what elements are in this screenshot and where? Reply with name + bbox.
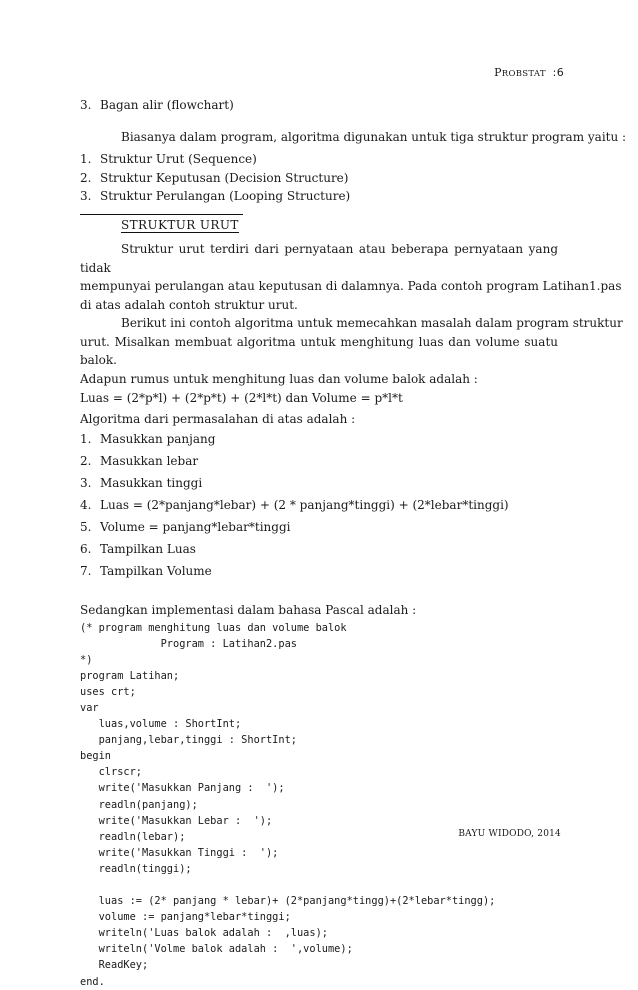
running-header: [494, 66, 564, 79]
list-item: [80, 187, 558, 206]
paragraph-line: Struktur urut terdiri dari pernyataan atau beberapa pernyataan yang tidak: [80, 242, 558, 275]
section-title-text: STRUKTUR URUT: [121, 217, 239, 232]
list-item-number: 3.: [80, 189, 92, 203]
paragraph-struktur-urut: [80, 240, 622, 314]
list-item-text: Volume = panjang*lebar*tinggi: [100, 520, 291, 534]
list-item: [80, 450, 558, 472]
formula: Luas = (2*p*l) + (2*p*t) + (2*l*t) dan Volume = p*l*t: [80, 391, 403, 405]
list-item: [80, 169, 558, 188]
page-number: 6: [556, 66, 564, 79]
list-item-text: Struktur Urut (Sequence): [100, 152, 257, 166]
list-item-text: Tampilkan Luas: [100, 542, 196, 556]
pascal-intro: Sedangkan implementasi dalam bahasa Pascal adalah :: [80, 603, 417, 617]
header-separator: :: [552, 66, 557, 79]
structure-list: [80, 150, 558, 206]
list-item: [80, 560, 558, 582]
list-item-text: Struktur Keputusan (Decision Structure): [100, 170, 349, 185]
list-item-number: 2.: [80, 170, 92, 185]
list-item: [80, 516, 558, 538]
list-item: [80, 472, 558, 494]
list-item-number: 1.: [80, 432, 92, 446]
list-item-number: 1.: [80, 152, 92, 166]
paragraph-line: Adapun rumus untuk menghitung luas dan volume balok adalah :: [80, 371, 478, 386]
list-item-text: Masukkan panjang: [100, 432, 216, 446]
list-item-number: 3.: [80, 476, 92, 490]
intro-paragraph: Biasanya dalam program, algoritma digunakan untuk tiga struktur program yaitu :: [121, 129, 627, 144]
page-body: [80, 96, 627, 990]
list-item: [80, 494, 558, 516]
list-item-number: 6.: [80, 542, 92, 556]
algorithm-steps: [80, 428, 558, 582]
list-item: [80, 96, 558, 115]
list-item-number: 5.: [80, 520, 92, 534]
section-rule: [80, 214, 243, 215]
pascal-code-block: (* program menghitung luas dan volume balok Program : Latihan2.pas *) program Latihan; uses crt; var luas,volume : ShortInt; panjang,lebar,tinggi : ShortInt; begin clrscr; write('Masukkan Panjang : '); readln(panjang); write('Masukkan Lebar : '); readln(lebar); write('Masukkan Tinggi : '); readln(tinggi); luas := (2* panjang * lebar)+ (2*panjang*tingg)+(2*lebar*tingg); volume := panjang*lebar*tinggi; writeln('Luas balok adalah : ,luas); writeln('Volme balok adalah : ',volume); ReadKey; end.: [80, 621, 496, 988]
algorithm-intro: Algoritma dari permasalahan di atas adalah :: [80, 411, 356, 426]
paragraph-line: Berikut ini contoh algoritma untuk memecahkan masalah dalam program struktur: [121, 316, 623, 330]
paragraph-line: urut. Misalkan membuat algoritma untuk menghitung luas dan volume suatu balok.: [80, 334, 558, 367]
list-item-text: Luas = (2*panjang*lebar) + (2 * panjang*tinggi) + (2*lebar*tinggi): [100, 498, 509, 512]
paragraph-algorithm: [80, 314, 623, 388]
page-footer: BAYU WIDODO, 2014: [458, 829, 561, 839]
list-item-number: 7.: [80, 564, 92, 578]
list-item-text: Masukkan lebar: [100, 454, 199, 468]
list-item: [80, 538, 558, 560]
list-item-text: Struktur Perulangan (Looping Structure): [100, 189, 351, 203]
header-title-rest: ROBSTAT: [501, 69, 546, 79]
section-title: [80, 216, 558, 235]
list-item-text: Bagan alir (flowchart): [100, 98, 234, 112]
header-title-initial: P: [494, 66, 502, 79]
section-heading-block: [80, 214, 558, 235]
intro-list: [80, 96, 558, 115]
list-item-number: 2.: [80, 454, 92, 468]
paragraph-line: di atas adalah contoh struktur urut.: [80, 297, 298, 312]
list-item-text: Tampilkan Volume: [100, 564, 212, 578]
list-item-number: 3.: [80, 98, 92, 112]
list-item-text: Masukkan tinggi: [100, 476, 203, 490]
list-item: [80, 150, 558, 169]
list-item: [80, 428, 558, 450]
paragraph-line: mempunyai perulangan atau keputusan di dalamnya. Pada contoh program Latihan1.pas: [80, 279, 622, 293]
list-item-number: 4.: [80, 498, 92, 512]
